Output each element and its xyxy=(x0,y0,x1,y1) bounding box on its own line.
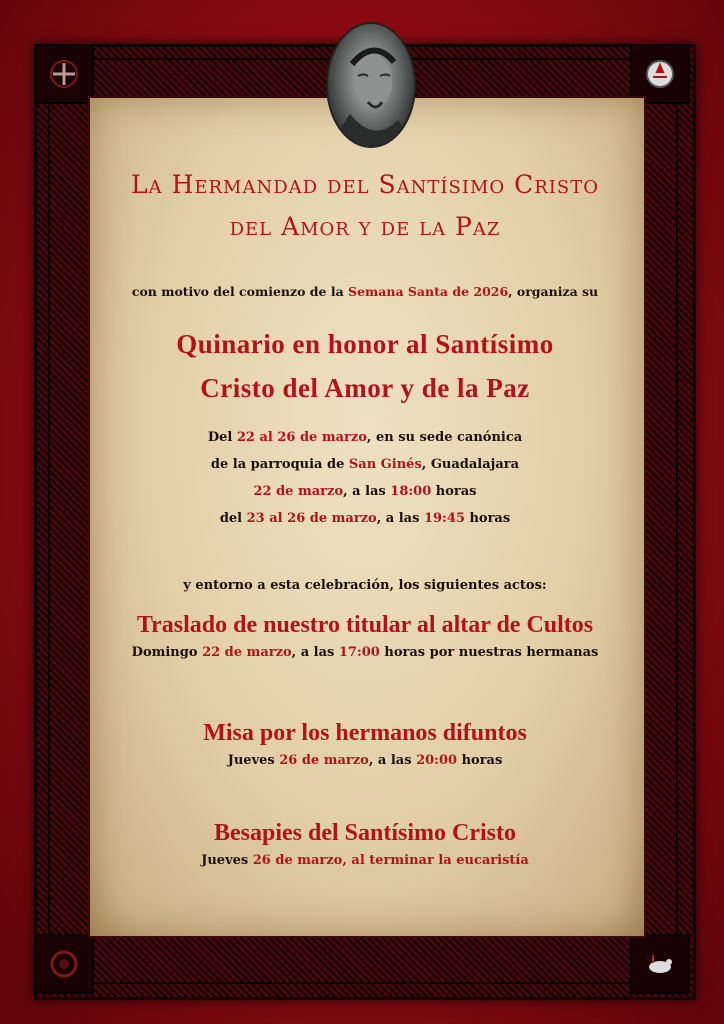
details-line4 xyxy=(88,505,642,532)
act-text: Domingo xyxy=(131,645,203,660)
quinario-line1: Quinario en honor al Santísimo xyxy=(176,329,554,359)
act-text: Jueves xyxy=(227,753,280,768)
act-traslado xyxy=(88,612,642,660)
act-date: 26 de marzo xyxy=(252,853,343,868)
details-line2 xyxy=(88,451,642,478)
quinario-title xyxy=(88,322,642,410)
details-time: 19:45 xyxy=(423,511,465,526)
intro-before: con motivo del comienzo de la xyxy=(131,284,349,299)
act-title: Besapies del Santísimo Cristo xyxy=(213,820,516,846)
act-detail xyxy=(88,753,642,768)
portrait-image xyxy=(326,22,416,148)
act-date: 26 de marzo xyxy=(279,753,369,768)
act-time: 20:00 xyxy=(416,753,458,768)
header-title xyxy=(88,164,642,248)
quinario-details xyxy=(88,424,642,532)
details-text: , a las xyxy=(343,484,391,499)
corner-emblem-icon xyxy=(630,44,690,104)
details-line1 xyxy=(88,424,642,451)
details-text: , en su sede canónica xyxy=(366,430,523,445)
act-text: , a las xyxy=(368,753,417,768)
act-text: , a las xyxy=(291,645,339,660)
quinario-line2: Cristo del Amor y de la Paz xyxy=(200,373,530,403)
act-title: Traslado de nuestro titular al altar de Cultos xyxy=(136,612,594,638)
act-time: 17:00 xyxy=(338,645,380,660)
intro-line xyxy=(88,284,642,299)
act-text: horas por nuestras hermanas xyxy=(379,645,599,660)
intro-after: , organiza su xyxy=(508,284,599,299)
details-text: de la parroquia de xyxy=(210,457,349,472)
details-text: horas xyxy=(464,511,511,526)
details-date: 22 al 26 de marzo xyxy=(236,430,367,445)
act-detail xyxy=(88,853,642,868)
details-date: 23 al 26 de marzo xyxy=(246,511,377,526)
details-text: , a las xyxy=(376,511,424,526)
act-besapies xyxy=(88,820,642,868)
act-text: horas xyxy=(457,753,503,768)
details-text: , Guadalajara xyxy=(421,457,520,472)
details-time: 18:00 xyxy=(390,484,432,499)
corner-lamb-icon xyxy=(630,934,690,994)
corner-rose-icon xyxy=(34,934,94,994)
intro-highlight: Semana Santa de 2026 xyxy=(348,284,509,299)
details-place: San Ginés xyxy=(348,457,422,472)
details-line3 xyxy=(88,478,642,505)
details-text: Del xyxy=(207,430,237,445)
act-title: Misa por los hermanos difuntos xyxy=(203,720,527,746)
act-detail xyxy=(88,645,642,660)
act-misa xyxy=(88,720,642,768)
header-title-line2: del Amor y de la Paz xyxy=(229,212,501,241)
act-text: Jueves xyxy=(201,853,253,868)
acts-intro: y entorno a esta celebración, los siguientes actos: xyxy=(183,578,547,593)
header-title-line1: La Hermandad del Santísimo Cristo xyxy=(131,170,599,199)
corner-cross-icon xyxy=(34,44,94,104)
details-text: horas xyxy=(431,484,477,499)
act-text: , al terminar la eucaristía xyxy=(342,853,529,868)
details-text: del xyxy=(219,511,247,526)
details-date: 22 de marzo xyxy=(253,484,344,499)
act-date: 22 de marzo xyxy=(202,645,292,660)
